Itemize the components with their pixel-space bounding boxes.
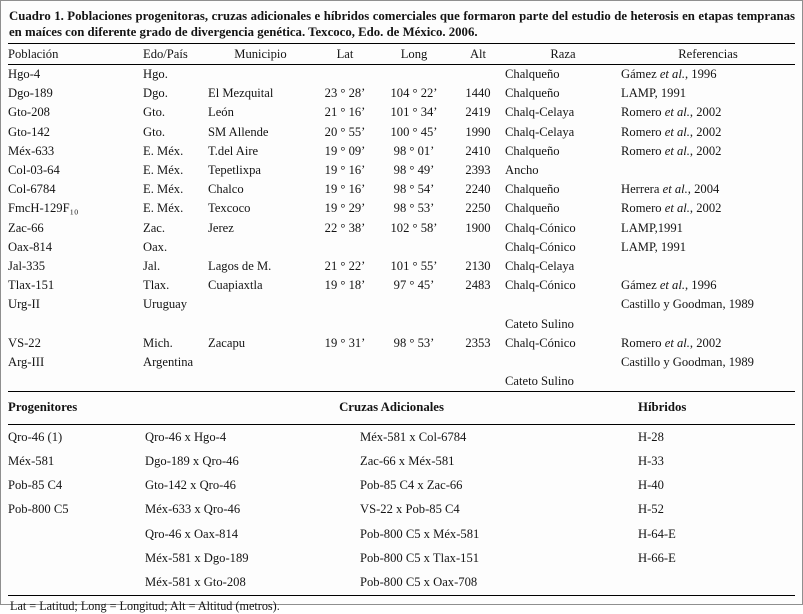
table-cell: H-28 bbox=[638, 429, 664, 444]
table-cell bbox=[8, 570, 145, 595]
table-cell: Tlax-151 bbox=[8, 278, 55, 293]
table-cell: Castillo y Goodman, 1989 bbox=[621, 297, 754, 312]
table-cell: VS-22 x Pob-85 C4 bbox=[360, 502, 460, 517]
table-cell bbox=[621, 372, 795, 391]
table-cell: Méx-581 bbox=[8, 453, 55, 468]
table-cell: Chalqueño bbox=[505, 182, 560, 197]
table-cell: Zac-66 x Méx-581 bbox=[360, 453, 455, 468]
table-cell: H-40 bbox=[638, 478, 664, 493]
table-cell: León bbox=[208, 105, 234, 120]
table-cell: H-64-E bbox=[638, 526, 676, 541]
table-cell: Col-6784 bbox=[8, 182, 56, 197]
table-cell bbox=[621, 161, 795, 180]
col-header-long: Long bbox=[377, 44, 451, 65]
table-cell bbox=[208, 238, 313, 257]
table-cell: 21 ° 16’ bbox=[324, 105, 366, 120]
table-cell: Tlax. bbox=[143, 278, 170, 293]
col-header-raza: Raza bbox=[505, 44, 621, 65]
table-cell: Chalq-Celaya bbox=[505, 258, 575, 273]
col-header-progenitores: Progenitores bbox=[8, 392, 145, 425]
table-row bbox=[8, 142, 795, 161]
table-cell: 23 ° 28’ bbox=[324, 86, 366, 101]
table-caption: Cuadro 1. Poblaciones progenitoras, cruzas adicionales e híbridos comerciales que formaron parte del estudio de heterosis en etapas tempranas en maíces con diferente grado de divergencia genética. Texcoco, Edo. de México. 2006. bbox=[9, 9, 795, 39]
table-cell: Ancho bbox=[505, 163, 539, 178]
table-row bbox=[8, 295, 795, 314]
table-cell: Chalq-Cónico bbox=[505, 220, 576, 235]
table-row bbox=[8, 546, 795, 570]
table-row bbox=[8, 65, 795, 85]
table-row bbox=[8, 449, 795, 473]
table-cell: Tepetlixpa bbox=[208, 163, 261, 178]
table-cell bbox=[313, 65, 377, 85]
table-cell: 19 ° 18’ bbox=[324, 278, 366, 293]
table-row bbox=[8, 498, 795, 522]
table-cell: Lagos de M. bbox=[208, 258, 272, 273]
table-cell: Gámez et al., 1996 bbox=[621, 67, 717, 82]
table-cell: 104 ° 22’ bbox=[390, 86, 438, 101]
table-cell: Gto-142 bbox=[8, 124, 50, 139]
table-row bbox=[8, 219, 795, 238]
table-cell: H-66-E bbox=[638, 550, 676, 565]
table-cell bbox=[313, 372, 377, 391]
table-cell: Romero et al., 2002 bbox=[621, 201, 722, 216]
table-cell: Chalq-Cónico bbox=[505, 239, 576, 254]
table-cell: 98 ° 53’ bbox=[393, 335, 435, 350]
table-row bbox=[8, 474, 795, 498]
table-footnote: Lat = Latitud; Long = Longitud; Alt = Altitud (metros). bbox=[10, 598, 280, 613]
table-cell: 20 ° 55’ bbox=[324, 124, 366, 139]
table-cell: Uruguay bbox=[143, 297, 188, 312]
table-cell: Méx-581 x Gto-208 bbox=[145, 574, 246, 589]
table-cell: Pob-800 C5 bbox=[8, 502, 69, 517]
populations-table-body bbox=[8, 65, 795, 392]
table-cell: H-33 bbox=[638, 453, 664, 468]
table-cell: Chalqueño bbox=[505, 67, 560, 82]
table-cell bbox=[8, 314, 143, 333]
table-row bbox=[8, 353, 795, 372]
table-cell: Qro-46 x Hgo-4 bbox=[145, 429, 227, 444]
table-row bbox=[8, 257, 795, 276]
table-cell: Cateto Sulino bbox=[505, 316, 574, 331]
table-cell: Chalqueño bbox=[505, 86, 560, 101]
table-cell bbox=[377, 314, 451, 333]
table-cell bbox=[208, 372, 313, 391]
table-cell: 22 ° 38’ bbox=[324, 220, 366, 235]
table-cell: Dgo-189 bbox=[8, 86, 53, 101]
col-header-municipio: Municipio bbox=[208, 44, 313, 65]
table-cell bbox=[451, 65, 505, 85]
table-cell: 2240 bbox=[465, 182, 491, 197]
col-header-poblacion: Población bbox=[8, 44, 143, 65]
table-cell: FmcH-129F₁₀ bbox=[8, 201, 79, 216]
table-cell: Oax. bbox=[143, 239, 168, 254]
table-cell bbox=[143, 372, 208, 391]
table-row bbox=[8, 334, 795, 353]
table-cell bbox=[208, 314, 313, 333]
table-cell: Mich. bbox=[143, 335, 173, 350]
table-cell: Méx-633 x Qro-46 bbox=[145, 502, 241, 517]
table-cell: Chalqueño bbox=[505, 201, 560, 216]
crosses-table bbox=[8, 391, 795, 595]
table-cell bbox=[451, 372, 505, 391]
table-cell: LAMP,1991 bbox=[621, 220, 683, 235]
table-cell: 1440 bbox=[465, 86, 491, 101]
table-cell bbox=[377, 65, 451, 85]
table-cell: 1990 bbox=[465, 124, 491, 139]
table-cell: E. Méx. bbox=[143, 182, 184, 197]
table-cell bbox=[451, 238, 505, 257]
table-cell: 19 ° 31’ bbox=[324, 335, 366, 350]
table-cell: Zac. bbox=[143, 220, 166, 235]
table-cell: 19 ° 29’ bbox=[324, 201, 366, 216]
table-cell: Méx-633 bbox=[8, 143, 55, 158]
table-cell: Dgo-189 x Qro-46 bbox=[145, 453, 239, 468]
table-cell bbox=[451, 314, 505, 333]
table-row bbox=[8, 199, 795, 218]
table-cell: Oax-814 bbox=[8, 239, 53, 254]
table-cell: Jal. bbox=[143, 258, 161, 273]
table-cell: 2483 bbox=[465, 278, 491, 293]
table-cell: 98 ° 54’ bbox=[393, 182, 435, 197]
table-cell: 100 ° 45’ bbox=[390, 124, 438, 139]
table-cell: 2353 bbox=[465, 335, 491, 350]
table-row bbox=[8, 238, 795, 257]
table-cell: Chalco bbox=[208, 182, 244, 197]
table-row bbox=[8, 180, 795, 199]
table-row bbox=[8, 372, 795, 391]
table-cell: 2393 bbox=[465, 163, 491, 178]
table-row bbox=[8, 425, 795, 450]
table-cell: Chalq-Cónico bbox=[505, 335, 576, 350]
table-cell: 102 ° 58’ bbox=[390, 220, 438, 235]
table-cell: Chalq-Celaya bbox=[505, 124, 575, 139]
table-cell: 19 ° 09’ bbox=[324, 143, 366, 158]
table-cell bbox=[208, 65, 313, 85]
table-cell bbox=[8, 522, 145, 546]
table-cell: SM Allende bbox=[208, 124, 269, 139]
table-cell: 97 ° 45’ bbox=[393, 278, 435, 293]
table-cell: Hgo-4 bbox=[8, 67, 41, 82]
table-row bbox=[8, 84, 795, 103]
table-cell: Col-03-64 bbox=[8, 163, 60, 178]
table-cell: Cateto Sulino bbox=[505, 374, 574, 389]
table-cell: Gto-208 bbox=[8, 105, 50, 120]
col-header-edo-pais: Edo/País bbox=[143, 44, 208, 65]
table-cell bbox=[313, 353, 377, 372]
table-row bbox=[8, 570, 795, 595]
table-cell: Hgo. bbox=[143, 67, 168, 82]
table-cell: 19 ° 16’ bbox=[324, 163, 366, 178]
table-cell bbox=[621, 314, 795, 333]
table-cell: 1900 bbox=[465, 220, 491, 235]
table-cell bbox=[638, 570, 795, 595]
crosses-table-body bbox=[8, 425, 795, 595]
table-row bbox=[8, 276, 795, 295]
table-cell: Zac-66 bbox=[8, 220, 44, 235]
table-cell: H-52 bbox=[638, 502, 664, 517]
table-cell bbox=[377, 372, 451, 391]
col-header-alt: Alt bbox=[451, 44, 505, 65]
table-cell: 2250 bbox=[465, 201, 491, 216]
table-cell: 21 ° 22’ bbox=[324, 258, 366, 273]
table-cell: LAMP, 1991 bbox=[621, 86, 687, 101]
table-cell: Romero et al., 2002 bbox=[621, 105, 722, 120]
table-cell: 98 ° 53’ bbox=[393, 201, 435, 216]
table-cell: Argentina bbox=[143, 354, 194, 369]
table-cell: Méx-581 x Dgo-189 bbox=[145, 550, 249, 565]
table-cell bbox=[208, 295, 313, 314]
table-cell bbox=[621, 257, 795, 276]
table-cell: E. Méx. bbox=[143, 163, 184, 178]
table-cell bbox=[208, 353, 313, 372]
table-cell bbox=[451, 353, 505, 372]
table-cell: Dgo. bbox=[143, 86, 168, 101]
table-row bbox=[8, 103, 795, 122]
table-cell: Texcoco bbox=[208, 201, 251, 216]
table-row bbox=[8, 161, 795, 180]
table-cell: 101 ° 55’ bbox=[390, 258, 438, 273]
table-cell: Qro-46 x Oax-814 bbox=[145, 526, 239, 541]
table-cell bbox=[8, 546, 145, 570]
table-cell: Qro-46 (1) bbox=[8, 429, 63, 444]
table-cell: 98 ° 49’ bbox=[393, 163, 435, 178]
table-cell bbox=[313, 238, 377, 257]
table-cell bbox=[377, 353, 451, 372]
table-cell: Arg-III bbox=[8, 354, 45, 369]
table-cell: Méx-581 x Col-6784 bbox=[360, 429, 467, 444]
table-cell: Zacapu bbox=[208, 335, 246, 350]
table-cell: Gámez et al., 1996 bbox=[621, 278, 717, 293]
table-cell bbox=[313, 314, 377, 333]
table-cell: Gto. bbox=[143, 105, 166, 120]
table-cell: VS-22 bbox=[8, 335, 41, 350]
table-cell: Romero et al., 2002 bbox=[621, 335, 722, 350]
table-cell bbox=[451, 295, 505, 314]
table-cell: Pob-800 C5 x Méx-581 bbox=[360, 526, 480, 541]
table-cell: Pob-800 C5 x Oax-708 bbox=[360, 574, 478, 589]
table-cell: 2130 bbox=[465, 258, 491, 273]
table-cell: 19 ° 16’ bbox=[324, 182, 366, 197]
table-cell: Gto-142 x Qro-46 bbox=[145, 478, 236, 493]
table-cell: El Mezquital bbox=[208, 86, 274, 101]
table-cell: Herrera et al., 2004 bbox=[621, 182, 720, 197]
table-cell: Chalqueño bbox=[505, 143, 560, 158]
table-cell: Gto. bbox=[143, 124, 166, 139]
header-row bbox=[8, 44, 795, 65]
table-cell: Romero et al., 2002 bbox=[621, 124, 722, 139]
table-cell bbox=[143, 314, 208, 333]
table-cell: E. Méx. bbox=[143, 143, 184, 158]
table-cell bbox=[505, 353, 621, 372]
table-cell bbox=[505, 295, 621, 314]
table-cell: Romero et al., 2002 bbox=[621, 143, 722, 158]
table-cell: Jerez bbox=[208, 220, 234, 235]
table-cell bbox=[313, 295, 377, 314]
table-cell bbox=[8, 372, 143, 391]
table-cell: T.del Aire bbox=[208, 143, 259, 158]
crosses-table-head bbox=[8, 392, 795, 425]
table-cell: 98 ° 01’ bbox=[393, 143, 435, 158]
table-cell: Jal-335 bbox=[8, 258, 46, 273]
table-row bbox=[8, 522, 795, 546]
table-cell: Chalq-Cónico bbox=[505, 278, 576, 293]
table-row bbox=[8, 314, 795, 333]
populations-table bbox=[8, 43, 795, 391]
table-cell: Pob-85 C4 x Zac-66 bbox=[360, 478, 463, 493]
col-header-lat: Lat bbox=[313, 44, 377, 65]
col-header-referencias: Referencias bbox=[621, 44, 795, 65]
table-cell: 101 ° 34’ bbox=[390, 105, 438, 120]
section-header-row bbox=[8, 392, 795, 425]
table-cell: Urg-II bbox=[8, 297, 40, 312]
table-cell: 2419 bbox=[465, 105, 491, 120]
table-cell: Pob-85 C4 bbox=[8, 478, 63, 493]
table-cell bbox=[377, 295, 451, 314]
table-cell: E. Méx. bbox=[143, 201, 184, 216]
table-cell bbox=[377, 238, 451, 257]
col-header-hibridos: Híbridos bbox=[638, 392, 795, 425]
table-cell: Cuapiaxtla bbox=[208, 278, 263, 293]
table-cell: 2410 bbox=[465, 143, 491, 158]
col-header-cruzas: Cruzas Adicionales bbox=[145, 392, 638, 425]
table-row bbox=[8, 123, 795, 142]
populations-table-head bbox=[8, 44, 795, 65]
table-cell: Pob-800 C5 x Tlax-151 bbox=[360, 550, 480, 565]
table-cell: Castillo y Goodman, 1989 bbox=[621, 354, 754, 369]
table-cell: LAMP, 1991 bbox=[621, 239, 687, 254]
table-cell: Chalq-Celaya bbox=[505, 105, 575, 120]
